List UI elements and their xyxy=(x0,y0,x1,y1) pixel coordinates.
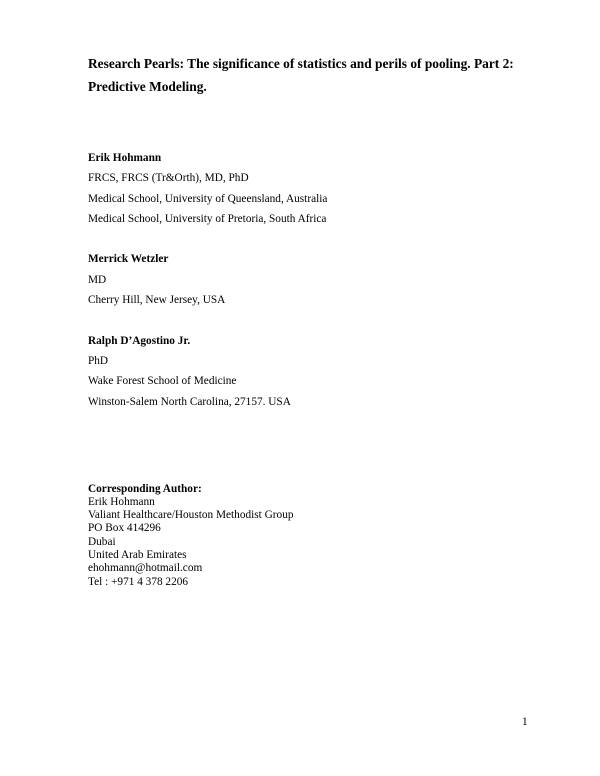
author-name: Ralph D’Agostino Jr. xyxy=(88,335,191,347)
contact-email: ehohmann@hotmail.com xyxy=(88,562,203,574)
contact-po-box: PO Box 414296 xyxy=(88,522,161,534)
author-name: Merrick Wetzler xyxy=(88,253,169,265)
contact-city: Dubai xyxy=(88,536,116,548)
paper-title: Research Pearls: The significance of statistics and perils of pooling. Part 2: Predictive Modeling. xyxy=(88,56,514,94)
author-degrees: PhD xyxy=(88,355,109,367)
author-affiliation: Cherry Hill, New Jersey, USA xyxy=(88,294,226,306)
author-name: Erik Hohmann xyxy=(88,152,162,164)
author-affiliation: Wake Forest School of Medicine xyxy=(88,375,237,387)
corresponding-author-heading: Corresponding Author: xyxy=(88,483,202,495)
author-affiliation: Medical School, University of Pretoria, South Africa xyxy=(88,213,327,225)
author-affiliation: Winston-Salem North Carolina, 27157. USA xyxy=(88,396,291,408)
page-number: 1 xyxy=(522,716,528,728)
contact-organization: Valiant Healthcare/Houston Methodist Group xyxy=(88,509,294,521)
author-degrees: FRCS, FRCS (Tr&Orth), MD, PhD xyxy=(88,172,249,184)
author-degrees: MD xyxy=(88,274,107,286)
author-affiliation: Medical School, University of Queensland, Australia xyxy=(88,193,328,205)
contact-phone: Tel : +971 4 378 2206 xyxy=(88,576,189,588)
contact-name: Erik Hohmann xyxy=(88,496,155,508)
contact-country: United Arab Emirates xyxy=(88,549,187,561)
